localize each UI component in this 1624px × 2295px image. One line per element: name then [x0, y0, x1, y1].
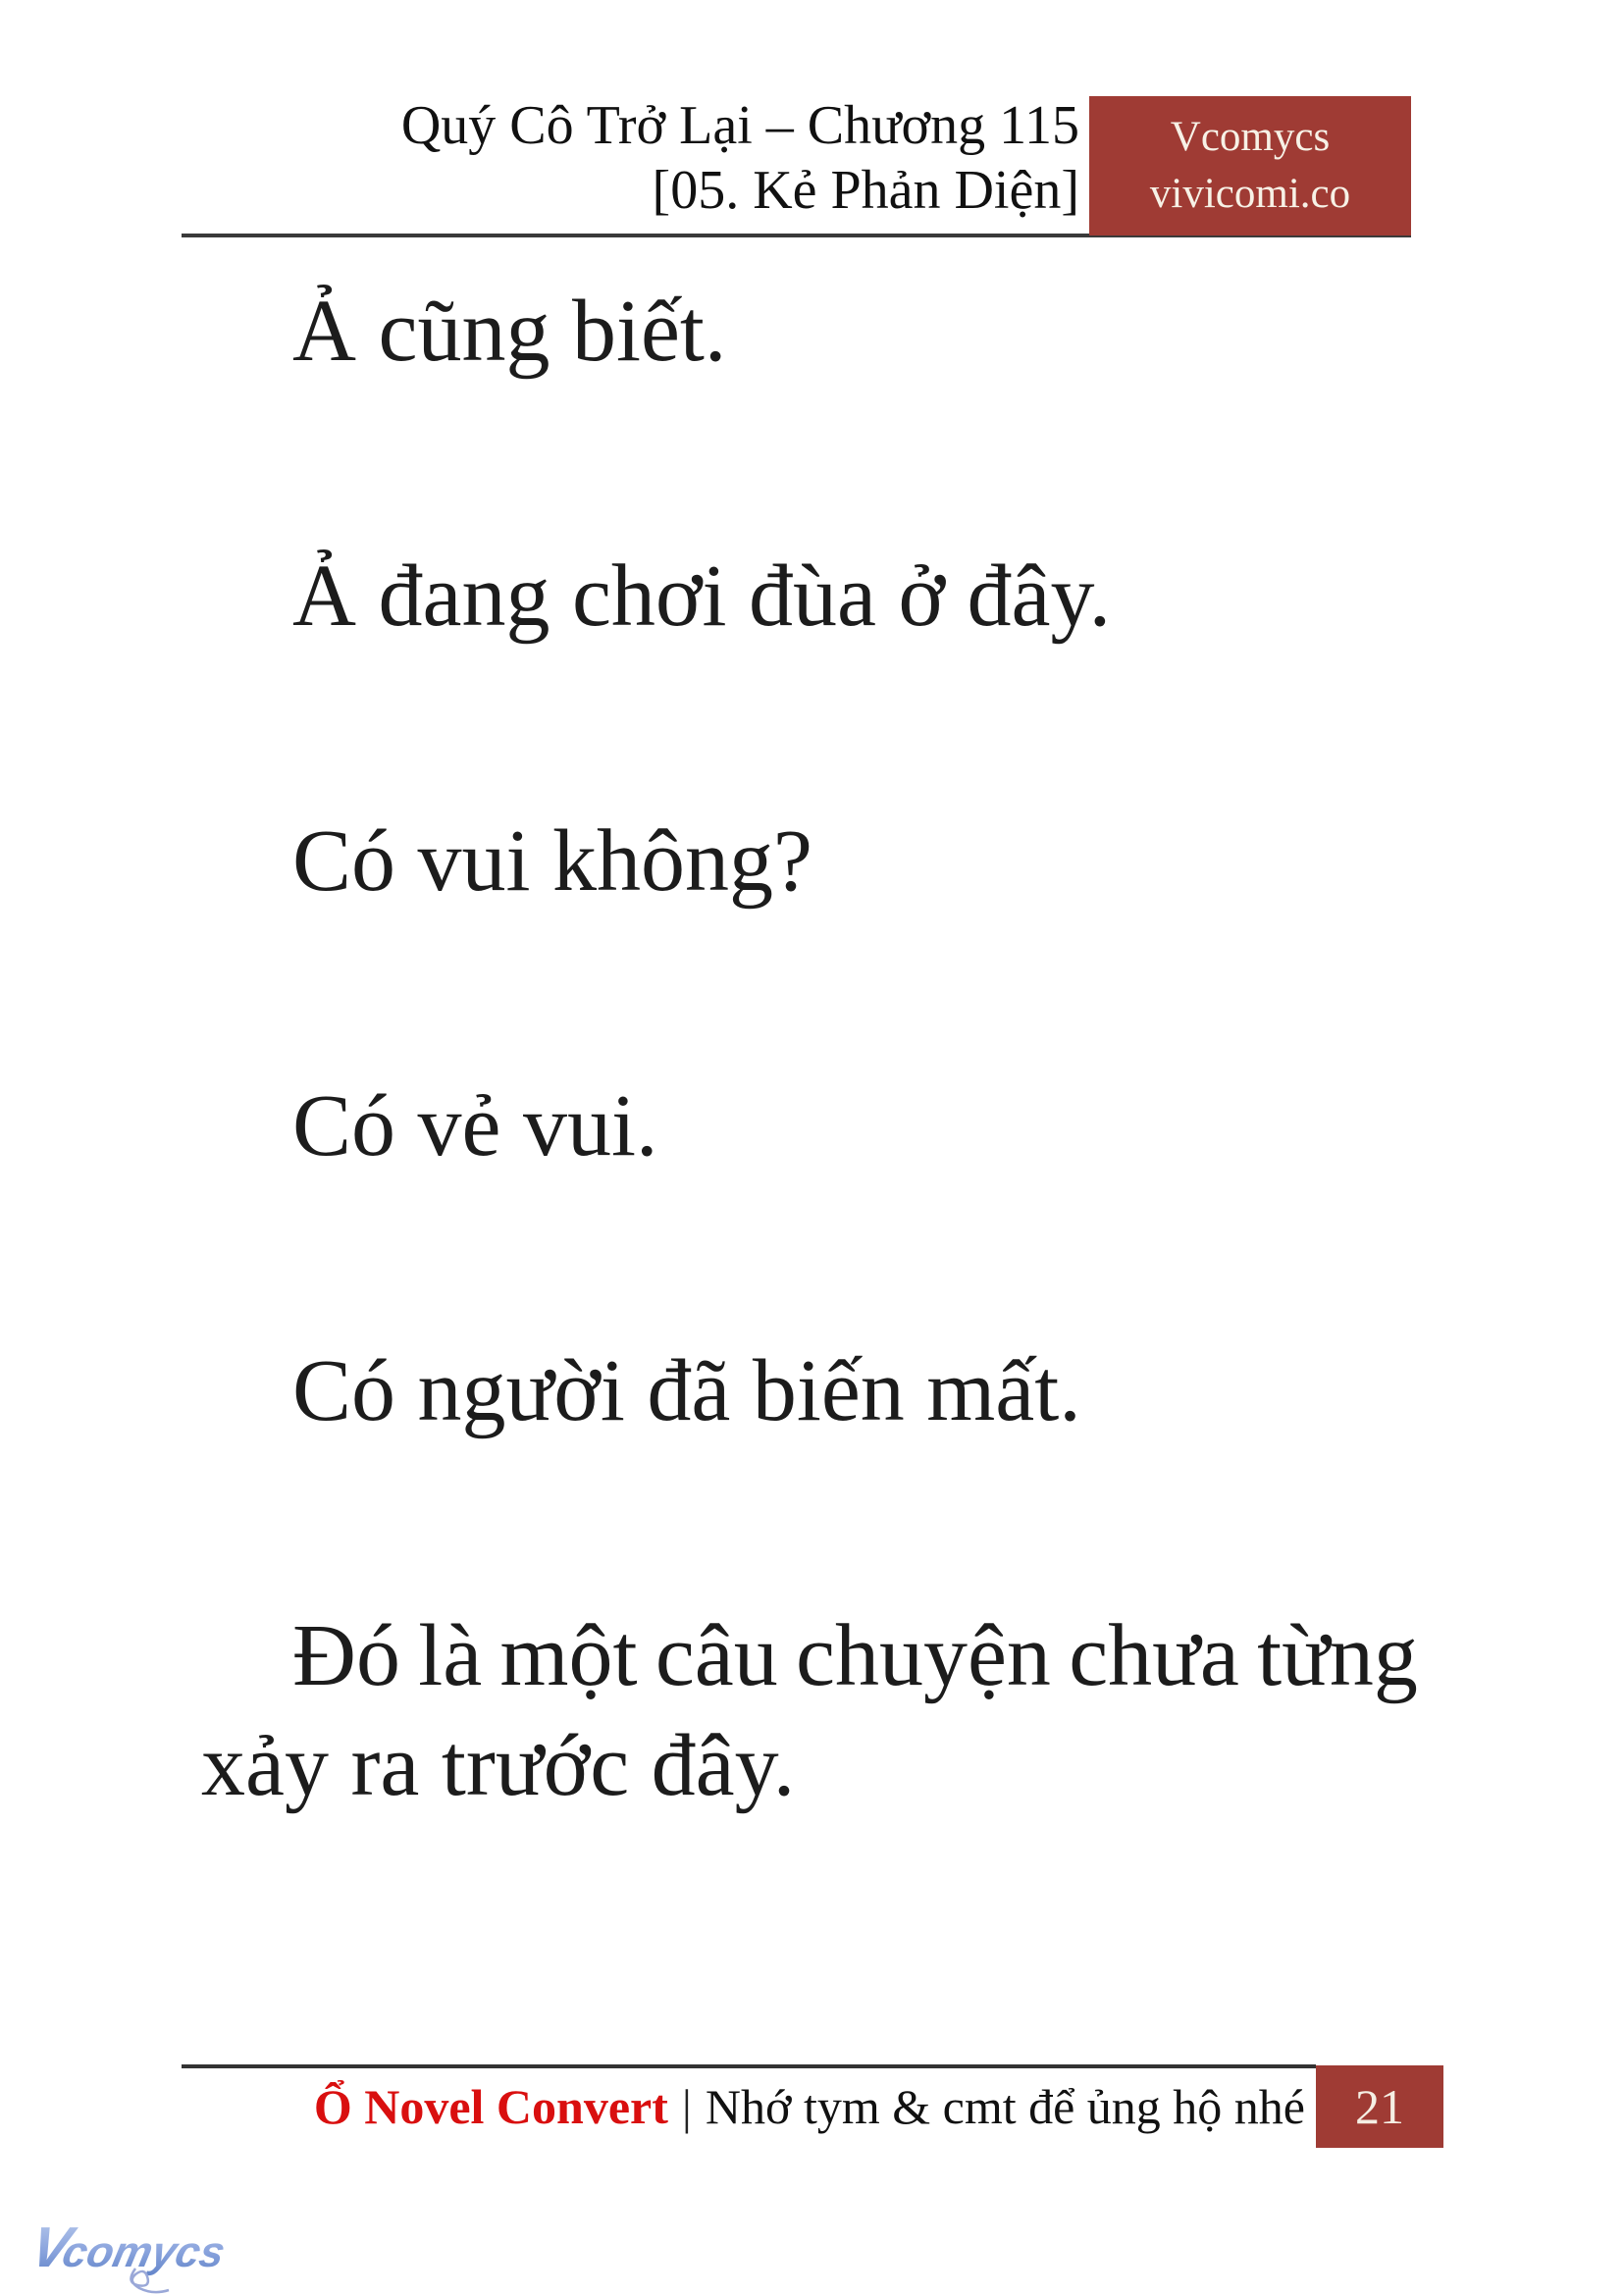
translator-name: Vcomycs	[1170, 114, 1331, 160]
footer-rule	[182, 2064, 1316, 2068]
paragraph-line: xảy ra trước đây.	[201, 1717, 796, 1814]
paragraph-line-justified: Đó là một câu chuyện chưa từng	[292, 1607, 1418, 1704]
paragraph: Ả cũng biết.	[292, 283, 727, 380]
chapter-subtitle: [05. Kẻ Phản Diện]	[652, 160, 1079, 221]
footer-separator: |	[681, 2079, 692, 2134]
vcomycs-logo-text	[26, 2217, 232, 2279]
footer-brand: Ổ Novel Convert	[313, 2079, 668, 2134]
story-text	[201, 277, 1418, 1821]
vcomycs-logo	[20, 2206, 255, 2294]
translator-badge	[1089, 96, 1411, 235]
footer-credit	[182, 2076, 1305, 2137]
paragraph: Có vẻ vui.	[292, 1077, 658, 1174]
series-title: Quý Cô Trở Lại – Chương 115	[400, 95, 1079, 156]
page-number-badge: 21	[1316, 2065, 1443, 2148]
paragraph: Có người đã biến mất.	[292, 1342, 1081, 1439]
footer-note: Nhớ tym & cmt để ủng hộ nhé	[705, 2079, 1305, 2134]
translator-site: vivicomi.co	[1149, 171, 1351, 217]
paragraph: Ả đang chơi đùa ở đây.	[292, 548, 1112, 645]
paragraph: Có vui không?	[292, 812, 812, 910]
header-titles	[182, 93, 1079, 223]
paragraph	[201, 1601, 1418, 1821]
svg-text:Vcomycs: Vcomycs	[26, 2216, 230, 2279]
